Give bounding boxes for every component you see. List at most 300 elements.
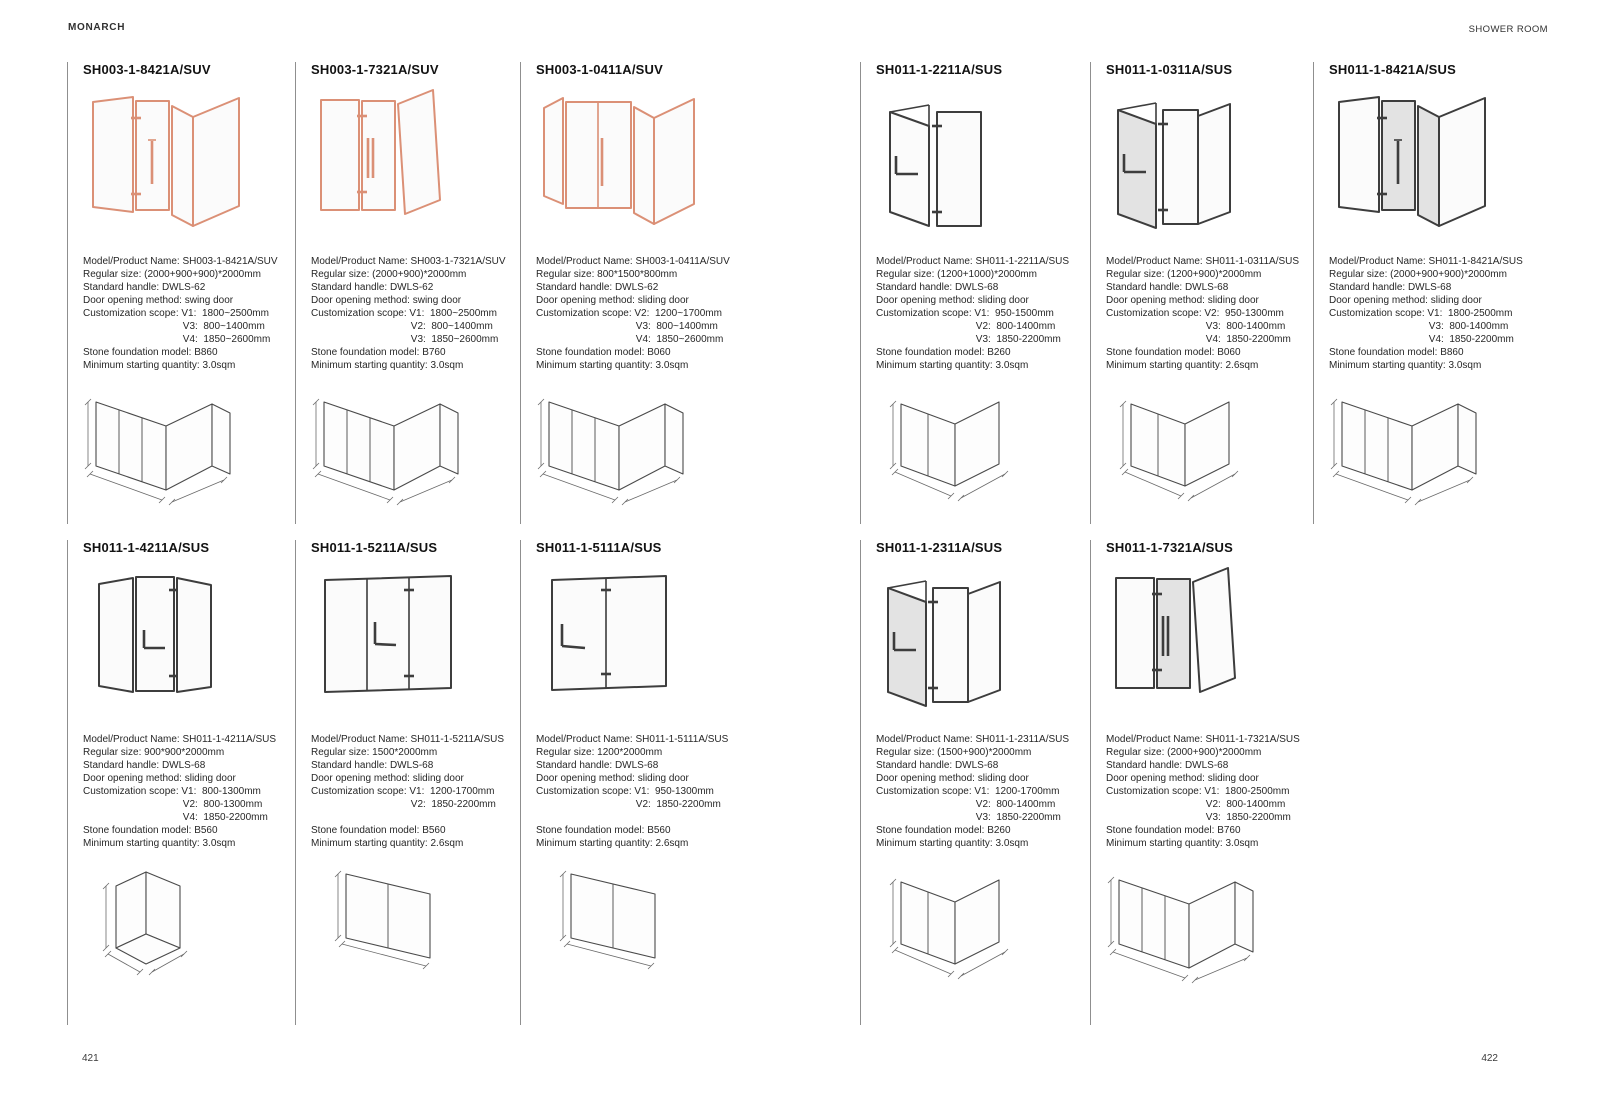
detail-value: V1: 1800-2500mm — [1204, 786, 1290, 797]
detail-value: B060 — [1217, 347, 1241, 358]
detail-label: Regular size: — [83, 747, 145, 758]
detail-line — [536, 785, 741, 798]
product-isometric-diagram — [871, 374, 1051, 509]
detail-line — [311, 333, 516, 346]
detail-line — [311, 359, 516, 372]
detail-line — [1106, 320, 1311, 333]
detail-line — [536, 798, 741, 811]
detail-value: sliding door — [412, 773, 464, 784]
detail-line — [876, 837, 1081, 850]
detail-value: (1200+1000)*2000mm — [937, 269, 1037, 280]
detail-line — [876, 320, 1081, 333]
detail-line — [311, 294, 516, 307]
detail-line — [1329, 320, 1534, 333]
line-art-svg — [1106, 86, 1276, 238]
iso-svg — [531, 852, 711, 987]
detail-line — [1329, 281, 1534, 294]
detail-label: Customization scope: — [1106, 308, 1205, 319]
product-drawing — [536, 86, 706, 238]
detail-line — [536, 307, 741, 320]
iso-svg — [1324, 374, 1504, 509]
iso-svg — [871, 374, 1051, 509]
product-isometric-diagram — [1324, 374, 1504, 509]
iso-svg — [1101, 374, 1281, 509]
detail-line — [1106, 798, 1311, 811]
detail-value: 3.0sqm — [1448, 360, 1482, 371]
detail-line — [536, 811, 741, 824]
detail-value: (2000+900)*2000mm — [372, 269, 467, 280]
detail-label — [633, 812, 636, 823]
detail-line — [536, 759, 741, 772]
detail-value: (2000+900+900)*2000mm — [1390, 269, 1507, 280]
detail-value: V4: 1850-2200mm — [1428, 334, 1514, 345]
detail-label: Standard handle: — [1106, 760, 1185, 771]
product-isometric-diagram — [306, 374, 486, 509]
detail-line — [536, 772, 741, 785]
detail-label: Standard handle: — [83, 282, 162, 293]
detail-line — [536, 294, 741, 307]
iso-svg — [1101, 852, 1281, 987]
detail-line — [536, 824, 741, 837]
detail-line — [1106, 281, 1311, 294]
detail-value: V3: 800~1400mm — [182, 321, 265, 332]
detail-line — [311, 837, 516, 850]
detail-value: sliding door — [977, 295, 1029, 306]
detail-line — [1329, 346, 1534, 359]
product-drawing — [536, 564, 706, 716]
detail-line — [83, 294, 288, 307]
detail-value: DWLS-68 — [954, 282, 999, 293]
detail-label: Standard handle: — [536, 760, 615, 771]
detail-label: Model/Product Name: — [536, 256, 636, 267]
detail-value: 3.0sqm — [202, 838, 236, 849]
product-title: SH011-1-2311A/SUS — [876, 540, 1003, 555]
detail-value: V3: 800~1400mm — [635, 321, 718, 332]
detail-label: Regular size: — [311, 269, 373, 280]
detail-value: sliding door — [184, 773, 236, 784]
detail-label: Stone foundation model: — [876, 347, 988, 358]
detail-line — [876, 785, 1081, 798]
detail-value: 1200*2000mm — [597, 747, 663, 758]
product-card — [1313, 62, 1533, 524]
detail-value: B560 — [194, 825, 218, 836]
detail-value: sliding door — [637, 295, 689, 306]
detail-line — [83, 811, 288, 824]
detail-label: Minimum starting quantity: — [1106, 838, 1226, 849]
detail-value: V3: 1850~2600mm — [410, 334, 499, 345]
detail-line — [311, 281, 516, 294]
detail-value: SH011-1-5111A/SUS — [635, 734, 729, 745]
detail-label: Door opening method: — [536, 295, 638, 306]
detail-label: Door opening method: — [311, 295, 413, 306]
product-isometric-diagram — [306, 852, 486, 987]
detail-line — [1329, 307, 1534, 320]
detail-value: V3: 800-1400mm — [1428, 321, 1509, 332]
detail-label: Minimum starting quantity: — [1329, 360, 1449, 371]
product-drawing — [876, 86, 1046, 238]
detail-line — [311, 811, 516, 824]
detail-label: Door opening method: — [1106, 295, 1208, 306]
product-card — [295, 540, 515, 1025]
detail-line — [876, 281, 1081, 294]
product-card — [860, 62, 1080, 524]
detail-label: Model/Product Name: — [83, 734, 183, 745]
detail-value: DWLS-62 — [161, 282, 206, 293]
detail-line — [876, 346, 1081, 359]
detail-label: Regular size: — [876, 269, 938, 280]
detail-label: Model/Product Name: — [1106, 256, 1206, 267]
detail-label: Door opening method: — [876, 773, 978, 784]
detail-value: DWLS-68 — [1184, 282, 1229, 293]
detail-label: Model/Product Name: — [1329, 256, 1429, 267]
detail-label: Standard handle: — [1106, 282, 1185, 293]
iso-svg — [78, 374, 258, 509]
detail-label: Stone foundation model: — [536, 347, 648, 358]
product-card — [520, 62, 740, 524]
detail-line — [876, 759, 1081, 772]
detail-value: SH003-1-7321A/SUV — [410, 256, 506, 267]
detail-value: (1200+900)*2000mm — [1167, 269, 1262, 280]
detail-line — [1106, 333, 1311, 346]
detail-line — [311, 759, 516, 772]
detail-value: 1500*2000mm — [372, 747, 438, 758]
detail-value: V1: 950-1300mm — [634, 786, 714, 797]
detail-label: Minimum starting quantity: — [876, 360, 996, 371]
detail-value: B760 — [422, 347, 446, 358]
detail-value: DWLS-62 — [389, 282, 434, 293]
detail-value: 2.6sqm — [655, 838, 689, 849]
detail-line — [83, 359, 288, 372]
detail-line — [311, 346, 516, 359]
product-drawing — [83, 564, 253, 716]
detail-label: Model/Product Name: — [876, 256, 976, 267]
detail-label: Regular size: — [311, 747, 373, 758]
detail-label: Minimum starting quantity: — [536, 360, 656, 371]
detail-value: DWLS-68 — [1184, 760, 1229, 771]
line-art-svg — [1329, 86, 1499, 238]
detail-line — [536, 746, 741, 759]
detail-value: SH003-1-8421A/SUV — [182, 256, 278, 267]
product-card — [860, 540, 1080, 1025]
detail-line — [1106, 294, 1311, 307]
detail-label: Model/Product Name: — [1106, 734, 1206, 745]
detail-value: swing door — [184, 295, 234, 306]
detail-line — [1106, 837, 1311, 850]
detail-line — [83, 759, 288, 772]
product-details — [83, 255, 288, 372]
product-details — [1106, 733, 1311, 850]
detail-value: V2: 1850-2200mm — [635, 799, 721, 810]
detail-value: V2: 800-1400mm — [1205, 799, 1286, 810]
detail-line — [876, 811, 1081, 824]
detail-label: Minimum starting quantity: — [1106, 360, 1226, 371]
detail-value: 800*1500*800mm — [597, 269, 678, 280]
detail-line — [311, 255, 516, 268]
detail-line — [83, 798, 288, 811]
detail-label: Stone foundation model: — [1329, 347, 1441, 358]
detail-line — [83, 281, 288, 294]
product-title: SH011-1-7321A/SUS — [1106, 540, 1233, 555]
detail-line — [876, 798, 1081, 811]
iso-svg — [871, 852, 1051, 987]
product-drawing — [311, 86, 481, 238]
detail-value: DWLS-68 — [389, 760, 434, 771]
product-title: SH011-1-0311A/SUS — [1106, 62, 1233, 77]
detail-line — [83, 346, 288, 359]
line-art-svg — [876, 86, 1046, 238]
product-card — [520, 540, 740, 1025]
detail-value: SH011-1-4211A/SUS — [182, 734, 277, 745]
detail-value: SH011-1-5211A/SUS — [410, 734, 505, 745]
detail-value: V2: 800-1400mm — [975, 799, 1056, 810]
product-isometric-diagram — [78, 374, 258, 509]
detail-line — [876, 746, 1081, 759]
detail-value: sliding door — [1207, 773, 1259, 784]
detail-line — [536, 320, 741, 333]
detail-label: Customization scope: — [1106, 786, 1205, 797]
detail-value: V3: 800-1400mm — [1205, 321, 1286, 332]
product-details — [876, 255, 1081, 372]
detail-line — [1106, 759, 1311, 772]
detail-line — [1329, 333, 1534, 346]
detail-line — [1106, 255, 1311, 268]
product-title: SH011-1-5111A/SUS — [536, 540, 662, 555]
detail-line — [536, 837, 741, 850]
detail-value: V1: 1800-2500mm — [1427, 308, 1513, 319]
detail-label: Door opening method: — [536, 773, 638, 784]
detail-value: V3: 1850-2200mm — [1205, 812, 1291, 823]
detail-value: SH003-1-0411A/SUV — [635, 256, 730, 267]
detail-line — [876, 359, 1081, 372]
product-isometric-diagram — [1101, 852, 1281, 987]
detail-label: Standard handle: — [876, 760, 955, 771]
detail-line — [876, 824, 1081, 837]
detail-value: (2000+900)*2000mm — [1167, 747, 1262, 758]
detail-line — [83, 268, 288, 281]
detail-label: Door opening method: — [83, 773, 185, 784]
detail-value: (1500+900)*2000mm — [937, 747, 1032, 758]
detail-value: V4: 1850~2600mm — [635, 334, 724, 345]
detail-value: DWLS-68 — [161, 760, 206, 771]
line-art-svg — [83, 86, 253, 238]
detail-label: Minimum starting quantity: — [876, 838, 996, 849]
line-art-svg — [536, 86, 706, 238]
detail-line — [83, 733, 288, 746]
line-art-svg — [83, 564, 253, 716]
product-details — [1329, 255, 1534, 372]
detail-line — [876, 255, 1081, 268]
detail-value: V2: 800-1400mm — [975, 321, 1056, 332]
detail-value: SH011-1-0311A/SUS — [1205, 256, 1300, 267]
detail-value: V3: 1850-2200mm — [975, 334, 1061, 345]
detail-line — [83, 746, 288, 759]
product-drawing — [83, 86, 253, 238]
product-title: SH011-1-2211A/SUS — [876, 62, 1003, 77]
detail-line — [311, 746, 516, 759]
detail-line — [876, 268, 1081, 281]
detail-value: V1: 1800~2500mm — [409, 308, 497, 319]
brand-logo-text: MONARCH — [68, 22, 126, 33]
detail-line — [536, 346, 741, 359]
detail-line — [1106, 811, 1311, 824]
detail-value: 3.0sqm — [202, 360, 236, 371]
detail-value: B260 — [987, 347, 1011, 358]
detail-label: Minimum starting quantity: — [311, 838, 431, 849]
product-isometric-diagram — [1101, 374, 1281, 509]
product-drawing — [311, 564, 481, 716]
detail-value: V3: 1850-2200mm — [975, 812, 1061, 823]
product-details — [536, 733, 741, 850]
detail-value: SH011-1-8421A/SUS — [1428, 256, 1523, 267]
detail-label: Standard handle: — [83, 760, 162, 771]
detail-value: B860 — [194, 347, 218, 358]
detail-value: (2000+900+900)*2000mm — [144, 269, 261, 280]
product-isometric-diagram — [871, 852, 1051, 987]
detail-label: Stone foundation model: — [536, 825, 648, 836]
detail-line — [311, 798, 516, 811]
product-card — [1090, 62, 1310, 524]
detail-label: Stone foundation model: — [83, 825, 195, 836]
detail-line — [536, 733, 741, 746]
product-card — [67, 62, 287, 524]
product-title: SH003-1-7321A/SUV — [311, 62, 439, 77]
detail-value: sliding door — [1207, 295, 1259, 306]
detail-line — [83, 333, 288, 346]
detail-value: 3.0sqm — [995, 838, 1029, 849]
detail-value: swing door — [412, 295, 462, 306]
product-title: SH011-1-5211A/SUS — [311, 540, 438, 555]
detail-label: Regular size: — [1106, 269, 1168, 280]
product-title: SH011-1-8421A/SUS — [1329, 62, 1456, 77]
detail-value: DWLS-68 — [614, 760, 659, 771]
detail-label: Model/Product Name: — [876, 734, 976, 745]
detail-label: Regular size: — [536, 747, 598, 758]
detail-line — [1329, 294, 1534, 307]
detail-label: Stone foundation model: — [876, 825, 988, 836]
detail-value: V2: 1200~1700mm — [634, 308, 722, 319]
detail-label: Minimum starting quantity: — [536, 838, 656, 849]
product-title: SH003-1-0411A/SUV — [536, 62, 663, 77]
detail-line — [1106, 772, 1311, 785]
iso-svg — [531, 374, 711, 509]
line-art-svg — [876, 564, 1046, 716]
detail-value: V4: 1850~2600mm — [182, 334, 271, 345]
detail-line — [876, 733, 1081, 746]
detail-value: SH011-1-2211A/SUS — [975, 256, 1070, 267]
detail-line — [83, 824, 288, 837]
detail-line — [876, 307, 1081, 320]
detail-label: Minimum starting quantity: — [83, 838, 203, 849]
detail-value: V1: 1200-1700mm — [974, 786, 1060, 797]
detail-line — [311, 733, 516, 746]
detail-label: Customization scope: — [876, 308, 975, 319]
iso-svg — [306, 374, 486, 509]
detail-line — [536, 255, 741, 268]
detail-label: Customization scope: — [536, 786, 635, 797]
detail-value: V2: 800-1300mm — [182, 799, 263, 810]
product-title: SH003-1-8421A/SUV — [83, 62, 211, 77]
detail-label: Standard handle: — [1329, 282, 1408, 293]
detail-line — [1329, 255, 1534, 268]
section-title: SHOWER ROOM — [1468, 24, 1548, 35]
detail-line — [876, 333, 1081, 346]
product-details — [1106, 255, 1311, 372]
product-card — [295, 62, 515, 524]
detail-value: DWLS-68 — [954, 760, 999, 771]
detail-label: Customization scope: — [1329, 308, 1428, 319]
detail-value: sliding door — [977, 773, 1029, 784]
detail-value: 3.0sqm — [655, 360, 689, 371]
detail-label: Standard handle: — [876, 282, 955, 293]
detail-value: sliding door — [637, 773, 689, 784]
iso-svg — [306, 852, 486, 987]
detail-value: V1: 800-1300mm — [181, 786, 261, 797]
line-art-svg — [1106, 564, 1276, 716]
detail-label: Regular size: — [1329, 269, 1391, 280]
detail-line — [536, 268, 741, 281]
detail-line — [1106, 733, 1311, 746]
page-number-left: 421 — [82, 1053, 99, 1064]
product-card — [1090, 540, 1310, 1025]
detail-label: Regular size: — [1106, 747, 1168, 758]
detail-label: Model/Product Name: — [311, 734, 411, 745]
detail-line — [1106, 785, 1311, 798]
detail-line — [1106, 824, 1311, 837]
detail-value: SH011-1-2311A/SUS — [975, 734, 1070, 745]
detail-line — [1106, 307, 1311, 320]
detail-line — [1106, 746, 1311, 759]
detail-line — [311, 785, 516, 798]
detail-label: Stone foundation model: — [1106, 825, 1218, 836]
product-details — [536, 255, 741, 372]
detail-label: Door opening method: — [83, 295, 185, 306]
product-isometric-diagram — [531, 852, 711, 987]
detail-label: Standard handle: — [311, 282, 390, 293]
detail-value: SH011-1-7321A/SUS — [1205, 734, 1300, 745]
product-details — [311, 733, 516, 850]
product-drawing — [1106, 564, 1276, 716]
product-drawing — [876, 564, 1046, 716]
detail-label: Minimum starting quantity: — [311, 360, 431, 371]
detail-label: Door opening method: — [876, 295, 978, 306]
detail-line — [311, 268, 516, 281]
detail-line — [536, 281, 741, 294]
detail-line — [876, 772, 1081, 785]
detail-line — [1106, 346, 1311, 359]
detail-label: Standard handle: — [536, 282, 615, 293]
detail-value: V4: 1850-2200mm — [1205, 334, 1291, 345]
page-number-right: 422 — [1481, 1053, 1498, 1064]
detail-label: Stone foundation model: — [311, 347, 423, 358]
detail-value: B560 — [422, 825, 446, 836]
detail-line — [83, 255, 288, 268]
detail-line — [311, 772, 516, 785]
detail-value: V2: 800~1400mm — [410, 321, 493, 332]
product-details — [311, 255, 516, 372]
detail-line — [83, 320, 288, 333]
detail-line — [876, 294, 1081, 307]
detail-value: DWLS-62 — [614, 282, 659, 293]
detail-label: Customization scope: — [311, 308, 410, 319]
product-details — [876, 733, 1081, 850]
detail-label: Door opening method: — [1106, 773, 1208, 784]
product-isometric-diagram — [531, 374, 711, 509]
detail-line — [1106, 359, 1311, 372]
detail-line — [311, 824, 516, 837]
detail-label: Customization scope: — [83, 786, 182, 797]
detail-label: Minimum starting quantity: — [83, 360, 203, 371]
detail-label: Door opening method: — [311, 773, 413, 784]
